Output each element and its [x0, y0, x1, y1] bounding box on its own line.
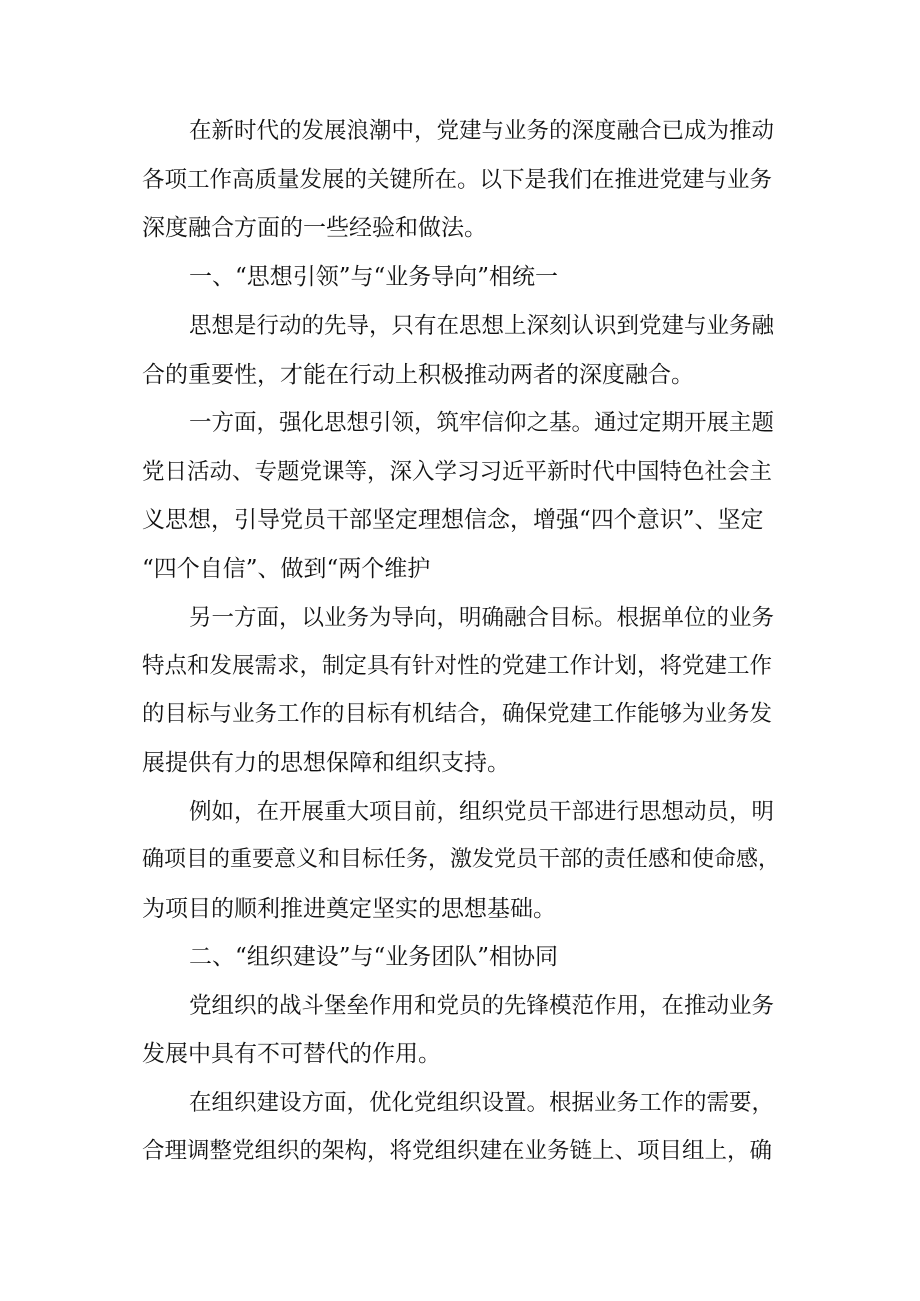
paragraph-line: [0, 646, 920, 686]
paragraph-line: [0, 403, 920, 443]
line-text: 各项工作高质量发展的关键所在。以下是我们在推进党建与业务: [142, 167, 773, 193]
paragraph-line: [0, 549, 920, 589]
section-heading: [0, 257, 920, 297]
paragraph-line: [0, 694, 920, 734]
section-heading: [0, 937, 920, 977]
line-text: 深度融合方面的一些经验和做法。: [142, 215, 487, 241]
line-text: 思想是行动的先导，只有在思想上深刻认识到党建与业务融: [189, 313, 775, 339]
line-text: 的目标与业务工作的目标有机结合，确保党建工作能够为业务发: [142, 701, 773, 727]
line-text: “四个自信”、做到“两个维护: [142, 556, 431, 582]
paragraph-line: [0, 208, 920, 248]
line-text: 合理调整党组织的架构，将党组织建在业务链上、项目组上，确: [142, 1138, 773, 1164]
paragraph-line: [0, 889, 920, 929]
paragraph-line: [0, 160, 920, 200]
paragraph-line: [0, 792, 920, 832]
paragraph-line: [0, 1083, 920, 1123]
line-text: 党日活动、专题党课等，深入学习习近平新时代中国特色社会主: [142, 459, 773, 485]
paragraph-line: [0, 840, 920, 880]
paragraph-line: [0, 743, 920, 783]
paragraph-line: [0, 452, 920, 492]
paragraph-line: [0, 986, 920, 1026]
line-text: 特点和发展需求，制定具有针对性的党建工作计划，将党建工作: [142, 653, 773, 679]
paragraph-line: [0, 1034, 920, 1074]
line-text: 另一方面，以业务为导向，明确融合目标。根据单位的业务: [189, 605, 775, 631]
line-text: 展提供有力的思想保障和组织支持。: [142, 750, 510, 776]
paragraph-line: [0, 355, 920, 395]
line-text: 党组织的战斗堡垒作用和党员的先锋模范作用，在推动业务: [189, 993, 775, 1019]
heading-text: 二、“组织建设”与“业务团队”相协同: [189, 944, 559, 970]
line-text: 例如，在开展重大项目前，组织党员干部进行思想动员，明: [189, 799, 775, 825]
line-text: 确项目的重要意义和目标任务，激发党员干部的责任感和使命感，: [142, 847, 781, 872]
paragraph-line: [0, 111, 920, 151]
line-text: 在组织建设方面，优化党组织设置。根据业务工作的需要，: [189, 1090, 775, 1116]
line-text: 合的重要性，才能在行动上积极推动两者的深度融合。: [142, 362, 694, 388]
heading-text: 一、“思想引领”与“业务导向”相统一: [189, 264, 559, 290]
paragraph-line: [0, 500, 920, 540]
paragraph-line: [0, 306, 920, 346]
line-text: 为项目的顺利推进奠定坚实的思想基础。: [142, 896, 556, 922]
paragraph-line: [0, 598, 920, 638]
line-text: 一方面，强化思想引领，筑牢信仰之基。通过定期开展主题: [189, 410, 775, 436]
line-text: 发展中具有不可替代的作用。: [142, 1041, 441, 1067]
paragraph-line: [0, 1131, 920, 1171]
line-text: 义思想，引导党员干部坚定理想信念，增强“四个意识”、坚定: [142, 507, 764, 533]
line-text: 在新时代的发展浪潮中，党建与业务的深度融合已成为推动: [189, 118, 775, 144]
